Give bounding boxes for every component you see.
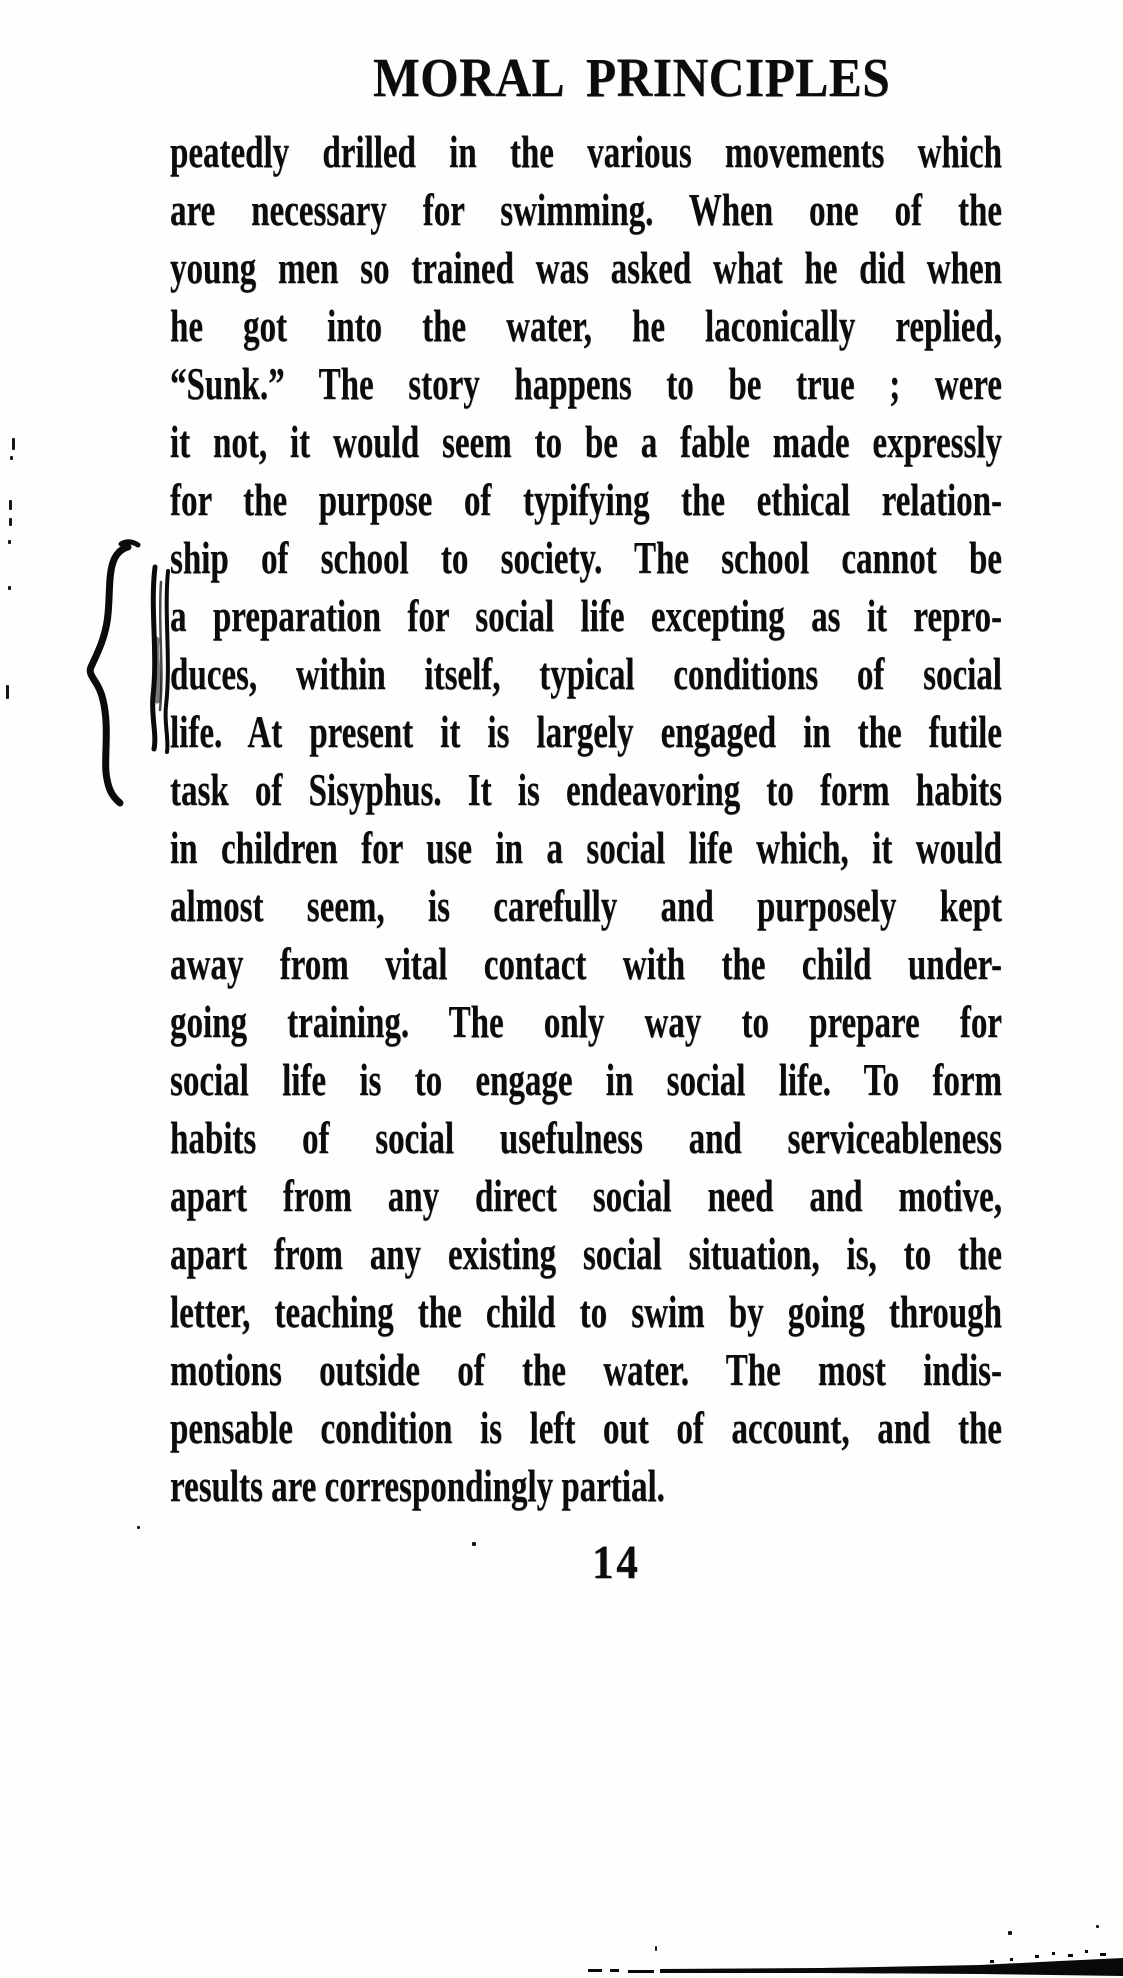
text-line: are necessary for swimming. When one of the xyxy=(170,184,1002,235)
text-line: in children for use in a social life which, it would xyxy=(170,822,1002,873)
text-line: social life is to engage in social life. To form xyxy=(170,1054,1002,1105)
scan-speck xyxy=(6,685,9,699)
scan-speck xyxy=(1008,1931,1012,1935)
text-line: it not, it would seem to be a fable made expressly xyxy=(170,416,1002,467)
text-line: “Sunk.” The story happens to be true ; were xyxy=(170,358,1002,409)
text-line: a preparation for social life excepting as it repro- xyxy=(170,590,1002,641)
scan-speck xyxy=(137,1526,140,1529)
scan-speck xyxy=(8,540,11,544)
text-line: pensable condition is left out of account, and the xyxy=(170,1402,1002,1453)
scan-speck xyxy=(12,438,15,450)
text-line: young men so trained was asked what he did when xyxy=(170,242,1002,293)
scan-speck xyxy=(8,586,11,590)
body-text xyxy=(170,123,1002,1515)
text-line: motions outside of the water. The most indis- xyxy=(170,1344,1002,1395)
text-line: letter, teaching the child to swim by going through xyxy=(170,1286,1002,1337)
running-header: MORAL PRINCIPLES xyxy=(373,47,891,108)
scan-speck xyxy=(1096,1925,1099,1928)
text-line: almost seem, is carefully and purposely kept xyxy=(170,880,1002,931)
scan-speck xyxy=(9,500,12,510)
text-line: habits of social usefulness and serviceableness xyxy=(170,1112,1002,1163)
text-line: apart from any direct social need and motive, xyxy=(170,1170,1002,1221)
text-line: he got into the water, he laconically replied, xyxy=(170,300,1002,351)
text-line: peatedly drilled in the various movements which xyxy=(170,126,1002,177)
text-line: apart from any existing social situation, is, to the xyxy=(170,1228,1002,1279)
scan-speck xyxy=(10,456,13,460)
scan-speck xyxy=(472,1542,476,1546)
text-line: task of Sisyphus. It is endeavoring to form habits xyxy=(170,764,1002,815)
page-number: 14 xyxy=(592,1536,641,1589)
text-line: going training. The only way to prepare for xyxy=(170,996,1002,1047)
page-edge-shadow xyxy=(0,1938,1123,1978)
text-line: away from vital contact with the child under- xyxy=(170,938,1002,989)
scan-speck xyxy=(9,518,12,526)
text-line: for the purpose of typifying the ethical relation- xyxy=(170,474,1002,525)
text-line: ship of school to society. The school cannot be xyxy=(170,532,1002,583)
text-line: duces, within itself, typical conditions of social xyxy=(170,648,1002,699)
text-line: life. At present it is largely engaged in the futile xyxy=(170,706,1002,757)
text-line: results are correspondingly partial. xyxy=(170,1460,665,1511)
